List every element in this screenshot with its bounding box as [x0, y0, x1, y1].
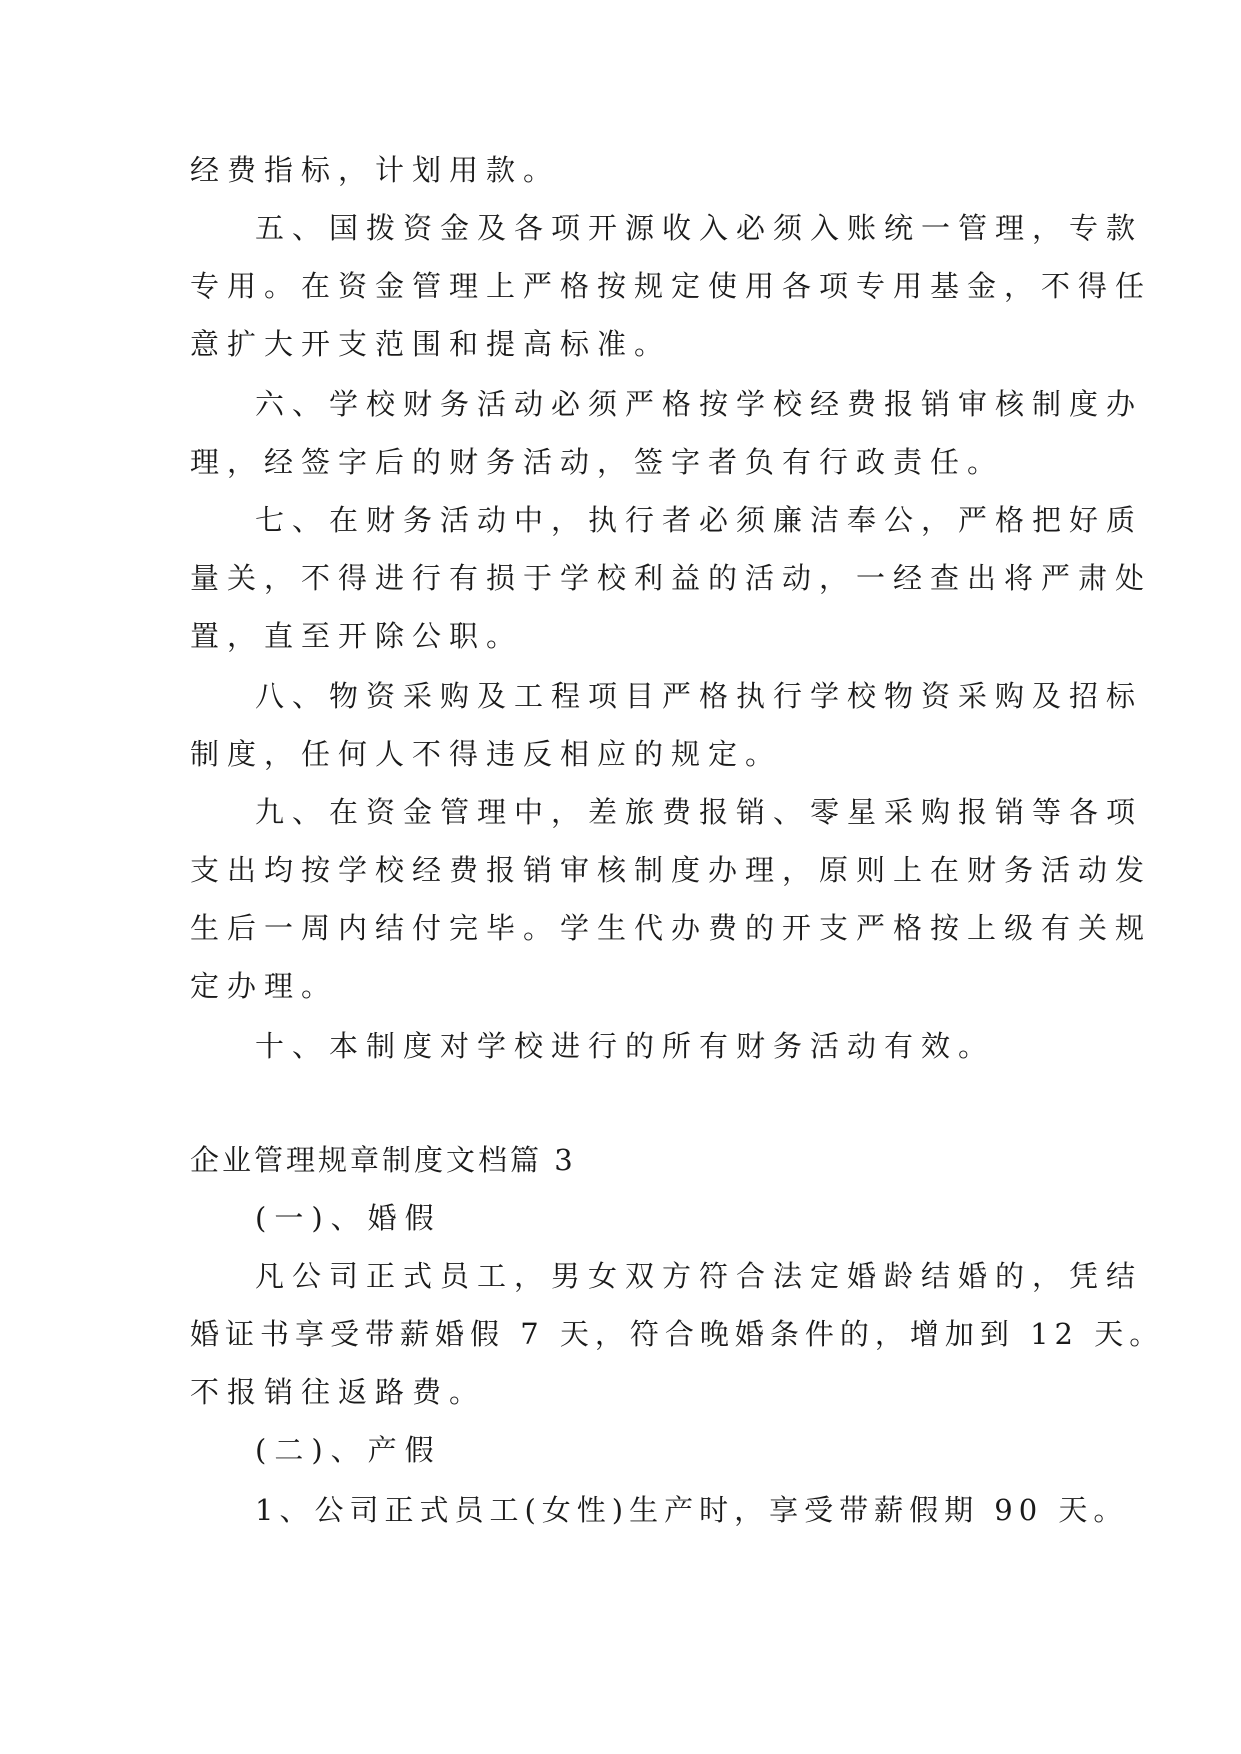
paragraph-line: 八、物资采购及工程项目严格执行学校物资采购及招标 [255, 679, 1144, 713]
paragraph-line: 经费指标，计划用款。 [190, 153, 561, 187]
paragraph-line: 六、学校财务活动必须严格按学校经费报销审核制度办 [255, 387, 1144, 421]
paragraph-line: 定办理。 [190, 969, 339, 1003]
paragraph-line: 凡公司正式员工，男女双方符合法定婚龄结婚的，凭结 [255, 1259, 1144, 1293]
paragraph-line: 1、公司正式员工(女性)生产时，享受带薪假期 90 天。 [255, 1493, 1129, 1527]
paragraph-line: 生后一周内结付完毕。学生代办费的开支严格按上级有关规 [190, 911, 1153, 945]
paragraph-line: 置，直至开除公职。 [190, 619, 524, 653]
paragraph-line: 七、在财务活动中，执行者必须廉洁奉公，严格把好质 [255, 503, 1144, 537]
paragraph-line: 理，经签字后的财务活动，签字者负有行政责任。 [190, 445, 1005, 479]
subsection-heading: (一)、婚假 [255, 1201, 442, 1235]
paragraph-line: 十、本制度对学校进行的所有财务活动有效。 [255, 1029, 996, 1063]
paragraph-line: 专用。在资金管理上严格按规定使用各项专用基金，不得任 [190, 269, 1153, 303]
paragraph-line: 五、国拨资金及各项开源收入必须入账统一管理，专款 [255, 211, 1144, 245]
paragraph-line: 支出均按学校经费报销审核制度办理，原则上在财务活动发 [190, 853, 1153, 887]
paragraph-line: 不报销往返路费。 [190, 1375, 487, 1409]
paragraph-line: 婚证书享受带薪婚假 7 天，符合晚婚条件的，增加到 12 天。 [190, 1317, 1165, 1351]
paragraph-line: 九、在资金管理中，差旅费报销、零星采购报销等各项 [255, 795, 1144, 829]
section-heading: 企业管理规章制度文档篇 3 [190, 1143, 576, 1177]
subsection-heading: (二)、产假 [255, 1433, 442, 1467]
paragraph-line: 意扩大开支范围和提高标准。 [190, 327, 672, 361]
paragraph-line: 量关，不得进行有损于学校利益的活动，一经查出将严肃处 [190, 561, 1153, 595]
paragraph-line: 制度，任何人不得违反相应的规定。 [190, 737, 783, 771]
